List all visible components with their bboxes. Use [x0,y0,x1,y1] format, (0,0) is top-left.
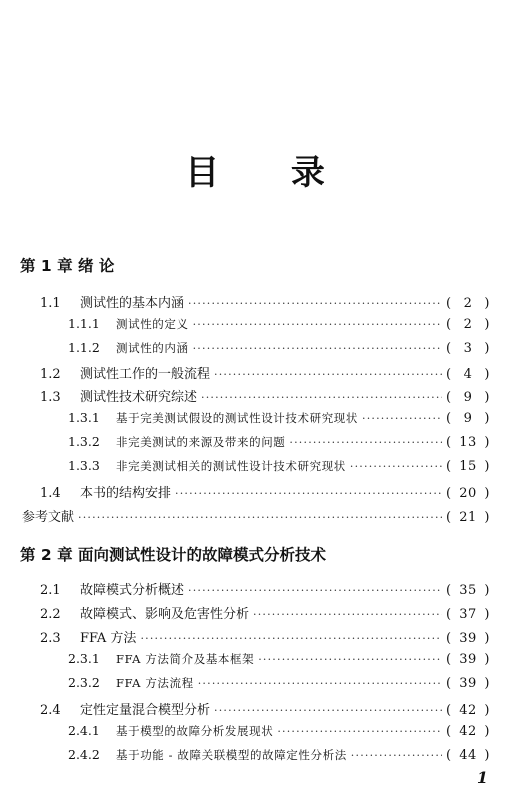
entry-title: 测试性的定义 [116,317,189,331]
leader-dots [258,653,442,666]
entry-number: 2.3 [40,631,61,646]
leader-dots [78,511,442,524]
toc-entry[interactable] [40,292,490,312]
entry-page: ( 20 ) [446,486,490,501]
leader-dots [253,608,442,621]
leader-dots [214,704,442,717]
entry-title: 故障模式、影响及危害性分析 [80,607,250,622]
chapter-heading: 第 1 章 绪 论 [20,257,115,275]
leader-dots [188,584,442,597]
entry-number: 2.1 [40,583,61,598]
toc-entry[interactable] [40,579,490,599]
leader-dots [193,318,442,331]
entry-title: 基于模型的故障分析发展现状 [116,724,274,738]
entry-number: 2.4.1 [68,723,100,738]
entry-title: 基于功能 - 故障关联模型的故障定性分析法 [116,748,347,762]
entry-number: 2.4 [40,703,61,718]
entry-number: 1.3 [40,390,61,405]
entry-title: 基于完美测试假设的测试性设计技术研究现状 [116,411,358,425]
toc-entry[interactable] [68,723,490,743]
toc-entry[interactable] [68,675,490,695]
entry-number: 2.4.2 [68,747,100,762]
page-title: 目 录 [185,153,355,193]
entry-number: 1.1.1 [68,316,100,331]
leader-dots [175,487,442,500]
entry-page: ( 44 ) [446,748,490,763]
entry-number: 1.1 [40,296,61,311]
entry-title: 非完美测试的来源及带来的问题 [116,435,286,449]
entry-title: 参考文献 [22,510,75,525]
toc-entry[interactable] [40,363,490,383]
leader-dots [201,391,442,404]
entry-number: 2.3.1 [68,651,100,666]
toc-entry[interactable] [68,410,490,430]
toc-entry[interactable] [68,316,490,336]
entry-page: ( 39 ) [446,631,490,646]
toc-entry[interactable] [40,627,490,647]
page-number: 1 [476,768,488,787]
entry-page: ( 35 ) [446,583,490,598]
toc-entry[interactable] [40,603,490,623]
entry-title: 非完美测试相关的测试性设计技术研究现状 [116,459,346,473]
entry-title: 定性定量混合模型分析 [80,703,211,718]
toc-entry[interactable] [68,651,490,671]
entry-number: 1.2 [40,367,61,382]
entry-number: 2.2 [40,607,61,622]
entry-title: 测试性工作的一般流程 [80,367,211,382]
leader-dots [193,342,442,355]
entry-title: 故障模式分析概述 [80,583,185,598]
entry-page: ( 42 ) [446,724,490,739]
toc-entry[interactable] [40,386,490,406]
leader-dots [289,436,442,449]
entry-page: ( 2 ) [446,317,490,332]
entry-page: ( 9 ) [446,390,490,405]
leader-dots [140,632,442,645]
entry-page: ( 21 ) [446,510,490,525]
entry-page: ( 37 ) [446,607,490,622]
entry-page: ( 9 ) [446,411,490,426]
entry-number: 1.1.2 [68,340,100,355]
entry-number: 2.3.2 [68,675,100,690]
entry-title: 本书的结构安排 [80,486,172,501]
leader-dots [350,460,442,473]
entry-page: ( 15 ) [446,459,490,474]
entry-title: 测试性的内涵 [116,341,189,355]
entry-page: ( 4 ) [446,367,490,382]
toc-entry[interactable] [68,458,490,478]
entry-number: 1.3.2 [68,434,100,449]
toc-entry[interactable] [40,699,490,719]
leader-dots [351,749,442,762]
entry-page: ( 3 ) [446,341,490,356]
leader-dots [188,297,442,310]
entry-title: 测试性技术研究综述 [80,390,198,405]
entry-title: FFA 方法 [80,631,137,646]
entry-title: FFA 方法流程 [116,676,194,690]
leader-dots [362,412,442,425]
toc-entry[interactable] [68,340,490,360]
entry-page: ( 2 ) [446,296,490,311]
entry-page: ( 39 ) [446,676,490,691]
entry-number: 1.3.1 [68,410,100,425]
toc-entry[interactable] [68,747,490,767]
entry-title: 测试性的基本内涵 [80,296,185,311]
toc-entry[interactable] [20,506,490,526]
entry-page: ( 39 ) [446,652,490,667]
entry-number: 1.3.3 [68,458,100,473]
leader-dots [214,368,442,381]
entry-page: ( 13 ) [446,435,490,450]
toc-entry[interactable] [68,434,490,454]
toc-entry[interactable] [40,482,490,502]
leader-dots [198,677,442,690]
entry-number: 1.4 [40,486,61,501]
chapter-heading: 第 2 章 面向测试性设计的故障模式分析技术 [20,546,326,564]
entry-title: FFA 方法简介及基本框架 [116,652,255,666]
entry-page: ( 42 ) [446,703,490,718]
leader-dots [277,725,442,738]
